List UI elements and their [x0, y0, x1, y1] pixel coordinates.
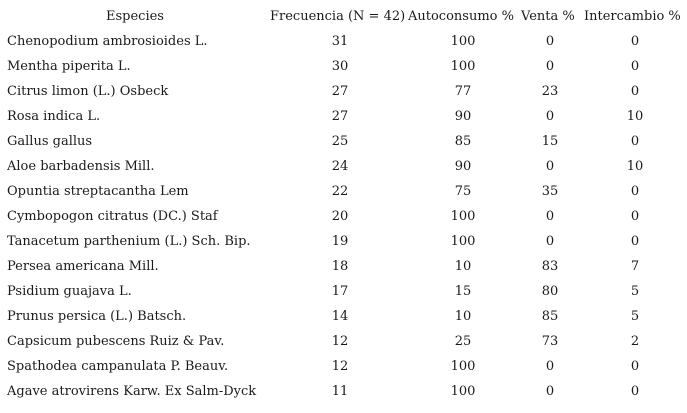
cell-self-consumption: 100 — [450, 384, 476, 399]
cell-self-consumption: 100 — [450, 359, 476, 374]
table-row — [0, 304, 687, 329]
cell-sale: 0 — [545, 59, 555, 74]
cell-exchange: 5 — [630, 309, 640, 324]
cell-self-consumption: 10 — [454, 259, 472, 274]
cell-self-consumption: 100 — [450, 209, 476, 224]
cell-species: Cymbopogon citratus (DC.) Staf — [7, 209, 218, 224]
table-row — [0, 354, 687, 379]
table-row — [0, 129, 687, 154]
cell-exchange: 0 — [630, 359, 640, 374]
table-row — [0, 379, 687, 404]
table-row — [0, 179, 687, 204]
cell-self-consumption: 100 — [450, 59, 476, 74]
cell-self-consumption: 10 — [454, 309, 472, 324]
header-self-consumption: Autoconsumo % — [408, 9, 514, 24]
cell-exchange: 0 — [630, 34, 640, 49]
cell-sale: 85 — [541, 309, 559, 324]
cell-frequency: 30 — [331, 59, 349, 74]
cell-sale: 80 — [541, 284, 559, 299]
cell-exchange: 7 — [630, 259, 640, 274]
cell-frequency: 14 — [331, 309, 349, 324]
cell-sale: 0 — [545, 384, 555, 399]
cell-frequency: 27 — [331, 109, 349, 124]
table-row — [0, 29, 687, 54]
cell-sale: 35 — [541, 184, 559, 199]
table-body — [0, 29, 687, 404]
cell-exchange: 0 — [630, 209, 640, 224]
cell-sale: 73 — [541, 334, 559, 349]
cell-frequency: 27 — [331, 84, 349, 99]
cell-exchange: 10 — [626, 159, 644, 174]
header-exchange: Intercambio % — [584, 9, 681, 24]
cell-species: Gallus gallus — [7, 134, 93, 149]
table-row — [0, 329, 687, 354]
table-row — [0, 54, 687, 79]
cell-sale: 0 — [545, 234, 555, 249]
cell-exchange: 5 — [630, 284, 640, 299]
cell-species: Agave atrovirens Karw. Ex Salm-Dyck — [7, 384, 257, 399]
cell-frequency: 12 — [331, 359, 349, 374]
cell-frequency: 24 — [331, 159, 349, 174]
cell-species: Tanacetum parthenium (L.) Sch. Bip. — [7, 234, 251, 249]
cell-frequency: 12 — [331, 334, 349, 349]
cell-frequency: 11 — [331, 384, 349, 399]
cell-sale: 0 — [545, 159, 555, 174]
cell-self-consumption: 15 — [454, 284, 472, 299]
cell-species: Aloe barbadensis Mill. — [7, 159, 155, 174]
cell-sale: 23 — [541, 84, 559, 99]
cell-self-consumption: 77 — [454, 84, 472, 99]
table-header — [0, 5, 687, 29]
cell-frequency: 31 — [331, 34, 349, 49]
cell-frequency: 22 — [331, 184, 349, 199]
cell-exchange: 2 — [630, 334, 640, 349]
cell-exchange: 10 — [626, 109, 644, 124]
cell-exchange: 0 — [630, 384, 640, 399]
cell-sale: 0 — [545, 109, 555, 124]
cell-self-consumption: 90 — [454, 109, 472, 124]
cell-self-consumption: 100 — [450, 234, 476, 249]
cell-self-consumption: 90 — [454, 159, 472, 174]
cell-sale: 0 — [545, 209, 555, 224]
header-row — [0, 5, 687, 29]
table-row — [0, 154, 687, 179]
cell-sale: 15 — [541, 134, 559, 149]
cell-sale: 0 — [545, 359, 555, 374]
cell-self-consumption: 75 — [454, 184, 472, 199]
table-row — [0, 79, 687, 104]
table-row — [0, 279, 687, 304]
cell-exchange: 0 — [630, 134, 640, 149]
cell-self-consumption: 100 — [450, 34, 476, 49]
header-frequency: Frecuencia (N = 42) — [270, 9, 405, 24]
cell-self-consumption: 25 — [454, 334, 472, 349]
cell-self-consumption: 85 — [454, 134, 472, 149]
cell-species: Opuntia streptacantha Lem — [7, 184, 189, 199]
cell-frequency: 19 — [331, 234, 349, 249]
cell-species: Psidium guajava L. — [7, 284, 132, 299]
cell-exchange: 0 — [630, 84, 640, 99]
header-species: Especies — [106, 9, 164, 24]
cell-exchange: 0 — [630, 59, 640, 74]
cell-sale: 83 — [541, 259, 559, 274]
cell-species: Prunus persica (L.) Batsch. — [7, 309, 187, 324]
cell-frequency: 25 — [331, 134, 349, 149]
cell-species: Rosa indica L. — [7, 109, 101, 124]
cell-sale: 0 — [545, 34, 555, 49]
cell-species: Citrus limon (L.) Osbeck — [7, 84, 169, 99]
cell-species: Persea americana Mill. — [7, 259, 159, 274]
cell-species: Chenopodium ambrosioides L. — [7, 34, 208, 49]
cell-frequency: 20 — [331, 209, 349, 224]
cell-exchange: 0 — [630, 184, 640, 199]
table-row — [0, 229, 687, 254]
cell-species: Mentha piperita L. — [7, 59, 131, 74]
species-use-table — [0, 5, 687, 404]
cell-frequency: 18 — [331, 259, 349, 274]
cell-species: Capsicum pubescens Ruiz & Pav. — [7, 334, 225, 349]
cell-frequency: 17 — [331, 284, 349, 299]
table-row — [0, 204, 687, 229]
table-row — [0, 104, 687, 129]
table-row — [0, 254, 687, 279]
header-sale: Venta % — [521, 9, 575, 24]
cell-exchange: 0 — [630, 234, 640, 249]
cell-species: Spathodea campanulata P. Beauv. — [7, 359, 229, 374]
